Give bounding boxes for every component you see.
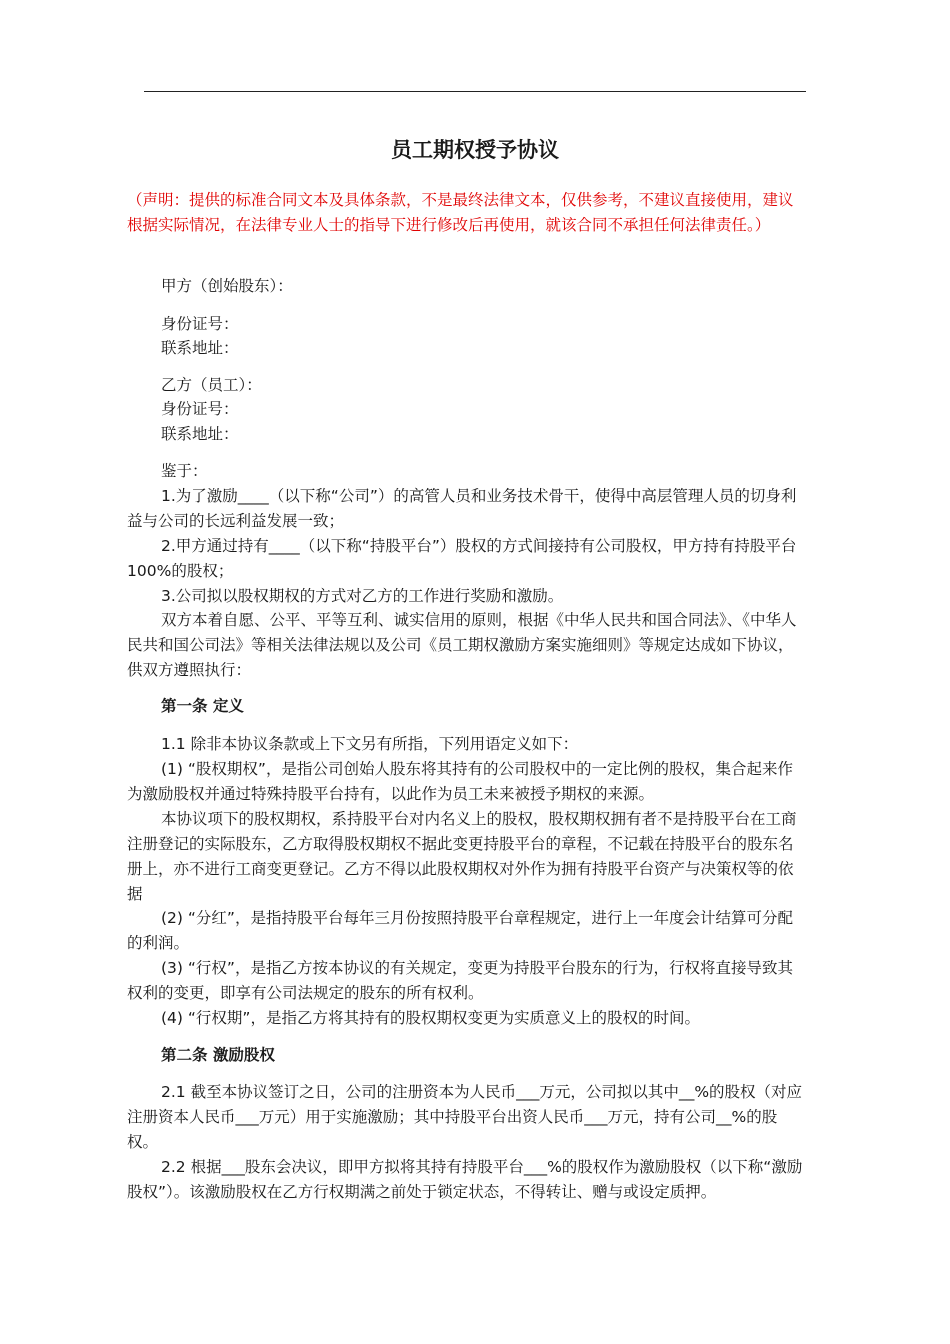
header-rule — [144, 91, 806, 92]
party-a-label: 甲方（创始股东）： — [161, 277, 293, 295]
party-b-id-label: 身份证号： — [161, 400, 239, 418]
whereas-label: 鉴于： — [161, 462, 208, 480]
article-2-clause-2-2: 2.2 根据___股东会决议，即甲方拟将其持有持股平台___%的股权作为激励股权（以下称“激励股权”）。该激励股权在乙方行权期满之前处于锁定状态，不得转让、赠与或设定质押。 — [127, 1158, 803, 1201]
party-b-address-label: 联系地址： — [161, 425, 239, 443]
definition-dividend: (2) “分红”，是指持股平台每年三月份按照持股平台章程规定，进行上一年度会计结算可分配的利润。 — [127, 909, 793, 952]
whereas-item-3: 3.公司拟以股权期权的方式对乙方的工作进行奖励和激励。 — [161, 587, 564, 605]
party-a-address-label: 联系地址： — [161, 339, 239, 357]
article-2-clause-2-1: 2.1 截至本协议签订之日，公司的注册资本为人民币___万元，公司拟以其中__%的股权（对应注册资本人民币___万元）用于实施激励；其中持股平台出资人民币___万元，持有公司__%的股权。 — [127, 1083, 803, 1151]
definition-exercise: (3) “行权”，是指乙方按本协议的有关规定，变更为持股平台股东的行为，行权将直接导致其权利的变更，即享有公司法规定的股东的所有权利。 — [127, 959, 793, 1002]
party-a-id-label: 身份证号： — [161, 315, 239, 333]
article-1-clause-1-1: 1.1 除非本协议条款或上下文另有所指，下列用语定义如下： — [161, 735, 579, 753]
disclaimer-notice: （声明：提供的标准合同文本及具体条款，不是最终法律文本，仅供参考，不建议直接使用，建议根据实际情况，在法律专业人士的指导下进行修改后再使用，就该合同不承担任何法律责任。） — [127, 191, 794, 234]
agreement-paragraph: 双方本着自愿、公平、平等互利、诚实信用的原则，根据《中华人民共和国合同法》、《中华人民共和国公司法》等相关法律法规以及公司《员工期权激励方案实施细则》等规定达成如下协议，供双方遵照执行： — [127, 611, 797, 679]
definition-exercise-period: (4) “行权期”，是指乙方将其持有的股权期权变更为实质意义上的股权的时间。 — [161, 1009, 700, 1027]
party-b-label: 乙方（员工）： — [161, 376, 262, 394]
whereas-item-1: 1.为了激励____（以下称“公司”）的高管人员和业务技术骨干，使得中高层管理人员的切身利益与公司的长远利益发展一致； — [127, 487, 797, 530]
document-title: 员工期权授予协议 — [391, 138, 559, 162]
whereas-item-2: 2.甲方通过持有____（以下称“持股平台”）股权的方式间接持有公司股权，甲方持有持股平台 100%的股权； — [127, 537, 797, 580]
article-1-heading: 第一条 定义 — [161, 697, 244, 715]
definition-equity-option: (1) “股权期权”，是指公司创始人股东将其持有的公司股权中的一定比例的股权，集合起来作为激励股权并通过特殊持股平台持有，以此作为员工未来被授予期权的来源。 — [127, 760, 793, 803]
article-2-heading: 第二条 激励股权 — [161, 1046, 275, 1064]
equity-option-explanation: 本协议项下的股权期权，系持股平台对内名义上的股权，股权期权拥有者不是持股平台在工商注册登记的实际股东，乙方取得股权期权不据此变更持股平台的章程，不记载在持股平台的股东名册上，亦不进行工商变更登记。乙方不得以此股权期权对外作为拥有持股平台资产与决策权等的依据 — [127, 810, 797, 903]
